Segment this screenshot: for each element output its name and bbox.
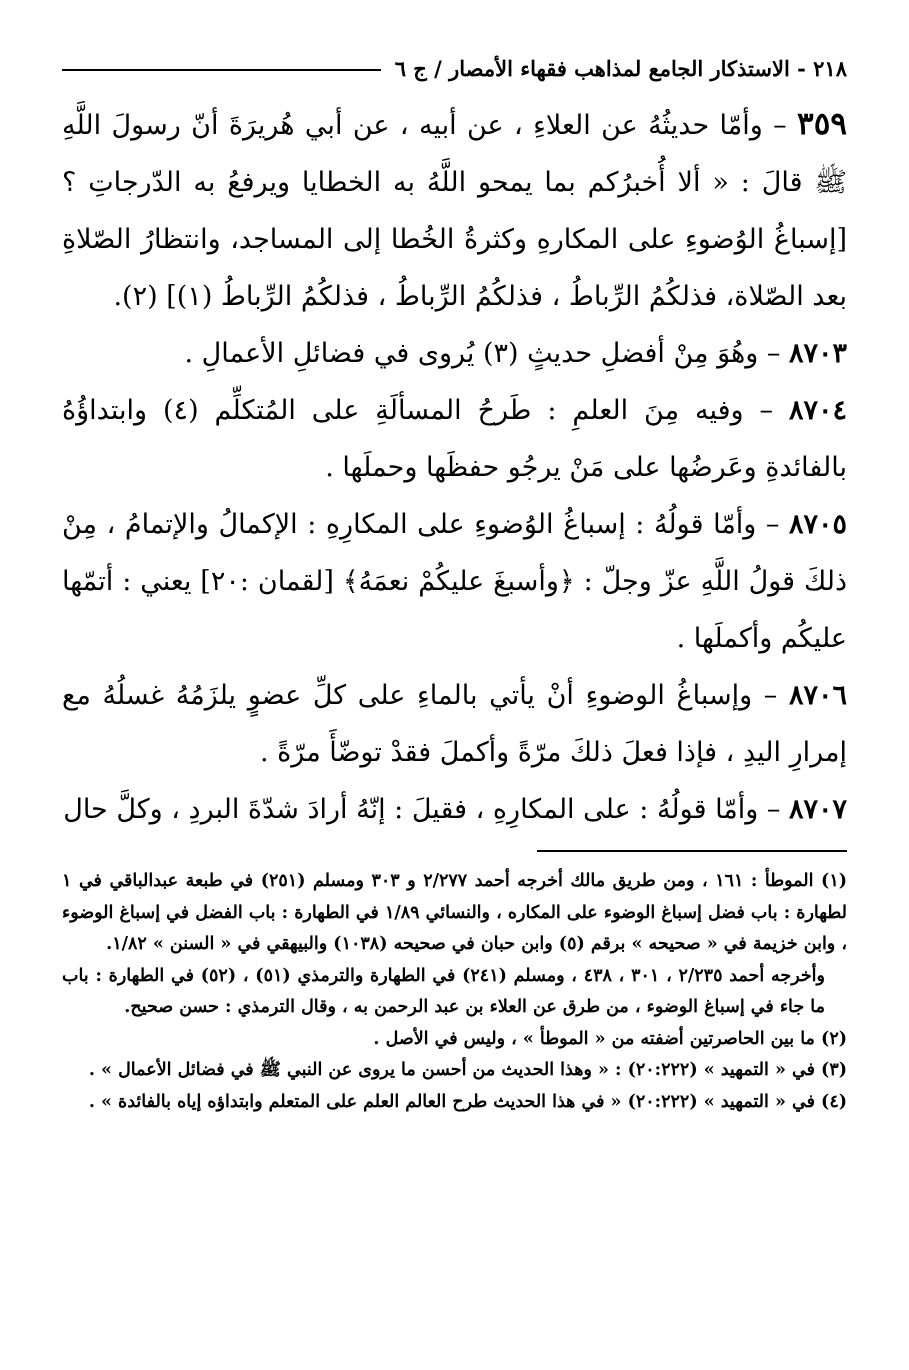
paragraph-8703	[62, 325, 847, 382]
footnote-1-continued: وأخرجه أحمد ٢/٢٣٥ ، ٣٠١ ، ٤٣٨ ، ومسلم (٢٤١) في الطهارة والترمذي (٥١) ، (٥٢) في الطهارة : باب ما جاء في إسباغ الوضوء ، من طرق عن العلاء بن عبد الرحمن به ، وقال الترمذي : حسن صحيح.	[62, 965, 825, 1017]
paragraph-text: – وأمّا قولُهُ : على المكارِهِ ، فقيلَ : إنّهُ أرادَ شدّةَ البردِ ، وكلَّ حال	[63, 794, 781, 825]
paragraph-8704	[62, 382, 847, 496]
paragraph-number: ٨٧٠٥	[788, 509, 847, 540]
paragraph-text: – وإسباغُ الوضوءِ أنْ يأتي بالماءِ على كلِّ عضوٍ يلزَمُهُ غسلُهُ مع إمرارِ اليدِ ، فإذا فعلَ ذلكَ مرّةً وأكملَ فقدْ توضّأَ مرّةً .	[62, 680, 847, 768]
page-header	[62, 48, 847, 88]
paragraph-text: – وأمّا قولُهُ : إسباغُ الوُضوءِ على المكارِهِ : الإكمالُ والإتمامُ ، مِنْ ذلكَ قولُ اللَّهِ عزّ وجلّ : ﴿وأسبغَ عليكُمْ نعمَهُ﴾ [لقمان :٢٠] يعني : أتمّها عليكُم وأكملَها .	[62, 509, 847, 654]
paragraph-359	[62, 96, 847, 325]
main-text	[62, 96, 847, 838]
paragraph-number: ٣٥٩	[797, 106, 847, 142]
paragraph-text: – وأمّا حديثُهُ عن العلاءِ ، عن أبيه ، عن أبي هُريرَةَ أنّ رسولَ اللَّهِ ﷺ قالَ : « ألا أُخبرُكم بما يمحو اللَّهُ به الخطايا ويرفعُ به الدّرجاتِ ؟ [إسباغُ الوُضوءِ على المكارهِ وكثرةُ الخُطا إلى المساجد، وانتظارُ الصّلاةِ بعد الصّلاة، فذلكُمُ الرِّباطُ ، فذلكُمُ الرِّباطُ ، فذلكُمُ الرِّباطُ (١)] (٢).	[62, 110, 847, 312]
footnote-1: (١) الموطأ : ١٦١ ، ومن طريق مالك أخرجه أحمد ٢/٢٧٧ و ٣٠٣ ومسلم (٢٥١) في طبعة عبدالباقي في ١ لطهارة : باب فضل إسباغ الوضوء على المكاره ، والنسائي ١/٨٩ في الطهارة : باب الفضل في إسباغ الوضوء ، وابن خزيمة في « صحيحه » برقم (٥) وابن حبان في صحيحه (١٠٣٨) والبيهقي في « السنن » ١/٨٢.	[62, 871, 848, 954]
paragraph-number: ٨٧٠٣	[788, 338, 847, 369]
paragraph-text: – وهُوَ مِنْ أفضلِ حديثٍ (٣) يُروى في فضائلِ الأعمالِ .	[184, 338, 781, 369]
header-rule	[62, 69, 381, 71]
paragraph-number: ٨٧٠٤	[788, 395, 847, 426]
paragraph-text: – وفيه مِنَ العلمِ : طَرحُ المسألَةِ على المُتكلِّم (٤) وابتداؤُهُ بالفائدةِ وعَرضُها على مَنْ يرجُو حفظَها وحملَها .	[62, 395, 847, 483]
paragraph-8706	[62, 667, 847, 781]
footnote-separator	[537, 850, 847, 852]
paragraph-8707	[62, 781, 847, 838]
footnote-3: (٣) في « التمهيد » (٢٠:٢٢٢) : « وهذا الحديث من أحسن ما يروى عن النبي ﷺ في فضائل الأعمال » .	[88, 1060, 847, 1080]
footnote-2: (٢) ما بين الحاصرتين أضفته من « الموطأ » ، وليس في الأصل .	[373, 1028, 847, 1049]
footnotes	[62, 866, 847, 1118]
paragraph-8705	[62, 496, 847, 667]
running-head: ٢١٨ - الاستذكار الجامع لمذاهب فقهاء الأمصار / ج ٦	[394, 55, 847, 81]
footnote-4: (٤) في « التمهيد » (٢٠:٢٢٢) « في هذا الحديث طرح العالم العلم على المتعلم وابتداؤه إياه بالفائدة » .	[88, 1091, 847, 1112]
paragraph-number: ٨٧٠٦	[788, 680, 847, 711]
paragraph-number: ٨٧٠٧	[788, 794, 847, 825]
